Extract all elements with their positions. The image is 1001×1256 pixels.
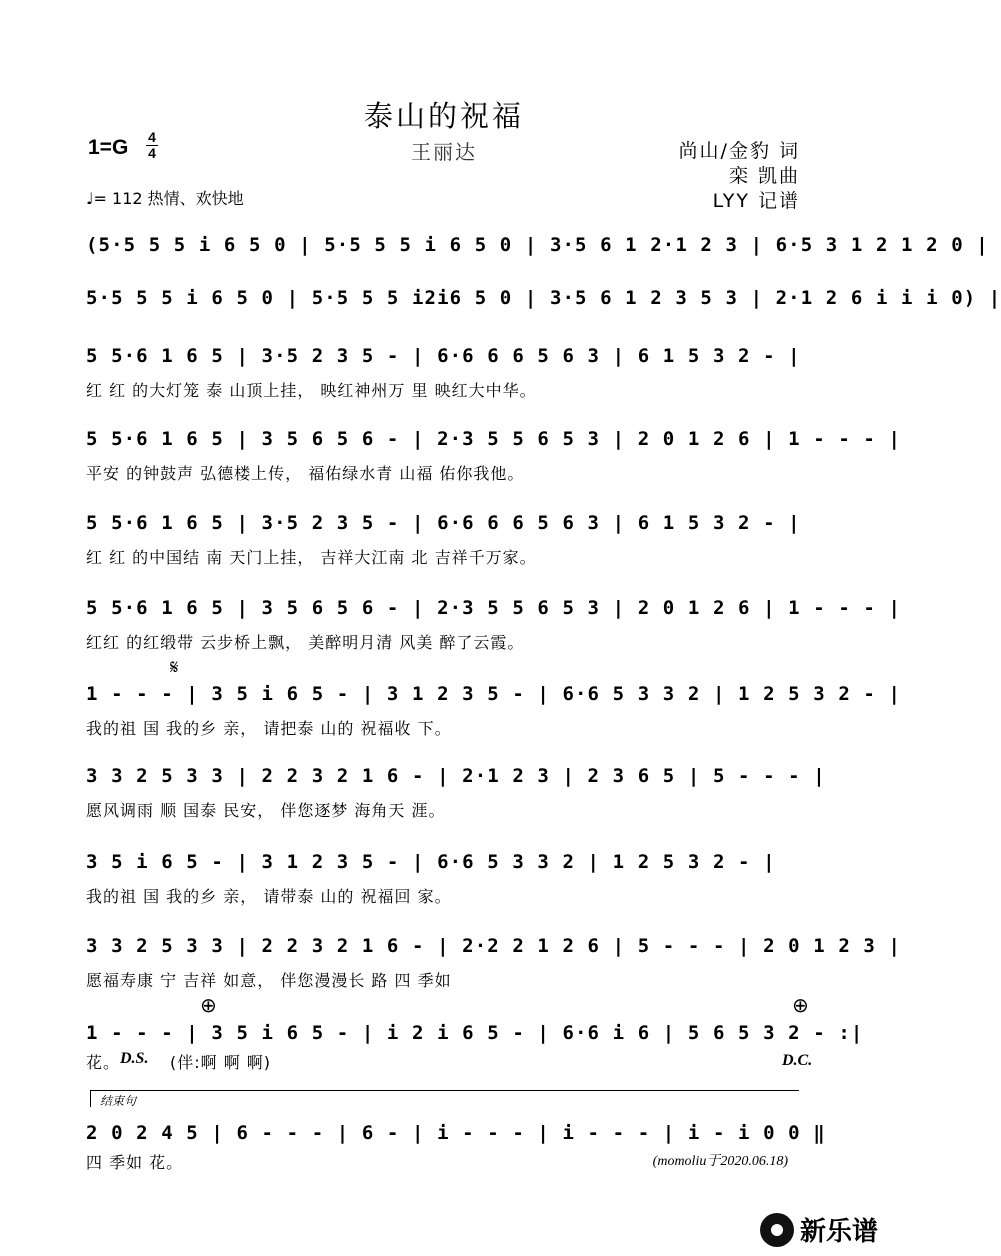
- lyric-line-5: 红 红 的中国结 南 天门上挂， 吉祥大江南 北 吉祥千万家。: [86, 548, 537, 567]
- key-signature: 1=G: [88, 136, 129, 159]
- lyric-line-3: 红 红 的大灯笼 泰 山顶上挂， 映红神州万 里 映红大中华。: [86, 381, 537, 400]
- score-line-9: 3 5 i 6 5 - | 3 1 2 3 5 - | 6·6 5 3 3 2 | 1 2 5 3 2 - |: [86, 851, 776, 873]
- lyric-line-4: 平安 的钟鼓声 弘德楼上传， 福佑绿水青 山福 佑你我他。: [86, 464, 525, 483]
- time-top: 4: [148, 129, 156, 145]
- lyric-line-10: 愿福寿康 宁 吉祥 如意， 伴您漫漫长 路 四 季如: [86, 971, 452, 990]
- score-title: 泰山的祝福: [363, 99, 524, 133]
- lyric-line-6: 红红 的红缎带 云步桥上飘， 美醉明月清 风美 醉了云霞。: [86, 633, 525, 652]
- score-line-1: (5·5 5 5 i 6 5 0 | 5·5 5 5 i 6 5 0 | 3·5 6 1 2·1 2 3 | 6·5 3 1 2 1 2 0 |: [86, 234, 989, 256]
- score-line-3: 5 5·6 1 6 5 | 3·5 2 3 5 - | 6·6 6 6 5 6 3 | 6 1 5 3 2 - |: [86, 345, 801, 367]
- score-line-4: 5 5·6 1 6 5 | 3 5 6 5 6 - | 2·3 5 5 6 5 3 | 2 0 1 2 6 | 1 - - - |: [86, 428, 902, 450]
- lyricist: 尚山/金豹 词: [678, 140, 800, 162]
- lyric-line-11b: (伴:啊 啊 啊): [170, 1053, 272, 1072]
- lyric-line-8: 愿风调雨 顺 国泰 民安， 伴您逐梦 海角天 涯。: [86, 801, 446, 820]
- coda-sign-left: ⊕: [200, 993, 217, 1017]
- lyric-line-7: 我的祖 国 我的乡 亲， 请把泰 山的 祝福收 下。: [86, 719, 452, 738]
- lyric-line-12: 四 季如 花。: [86, 1153, 184, 1172]
- transcription-signature: (momoliu于2020.06.18): [652, 1154, 788, 1169]
- ending-bracket: [90, 1090, 799, 1107]
- segno-sign: 𝄋: [170, 655, 179, 679]
- lyric-line-9: 我的祖 国 我的乡 亲， 请带泰 山的 祝福回 家。: [86, 887, 452, 906]
- score-line-5: 5 5·6 1 6 5 | 3·5 2 3 5 - | 6·6 6 6 5 6 3 | 6 1 5 3 2 - |: [86, 512, 801, 534]
- dal-segno: D.S.: [120, 1050, 149, 1067]
- vinyl-record-icon: [760, 1213, 794, 1247]
- coda-sign-right: ⊕: [792, 993, 809, 1017]
- lyric-line-11: 花。: [86, 1053, 121, 1072]
- score-line-12: 2 0 2 4 5 | 6 - - - | 6 - | i - - - | i - - - | i - i 0 0 ‖: [86, 1122, 826, 1144]
- score-line-10: 3 3 2 5 3 3 | 2 2 3 2 1 6 - | 2·2 2 1 2 6 | 5 - - - | 2 0 1 2 3 |: [86, 935, 902, 957]
- tempo-marking: ♩= 112 热情、欢快地: [86, 189, 244, 208]
- score-line-7: 1 - - - | 3 5 i 6 5 - | 3 1 2 3 5 - | 6·6 5 3 3 2 | 1 2 5 3 2 - |: [86, 683, 902, 705]
- score-line-11: 1 - - - | 3 5 i 6 5 - | i 2 i 6 5 - | 6·6 i 6 | 5 6 5 3 2 - :|: [86, 1022, 864, 1044]
- logo-text: 新乐谱: [799, 1217, 878, 1247]
- score-line-2: 5·5 5 5 i 6 5 0 | 5·5 5 5 i2i6 5 0 | 3·5 6 1 2 3 5 3 | 2·1 2 6 i i i 0) |: [86, 287, 1001, 309]
- site-logo[interactable]: [760, 1211, 878, 1248]
- time-bottom: 4: [148, 145, 156, 161]
- singer: 王丽达: [411, 140, 477, 164]
- ending-label: 结束句: [100, 1094, 137, 1108]
- score-line-6: 5 5·6 1 6 5 | 3 5 6 5 6 - | 2·3 5 5 6 5 3 | 2 0 1 2 6 | 1 - - - |: [86, 597, 902, 619]
- composer: 栾 凯曲: [728, 165, 800, 187]
- da-capo: D.C.: [782, 1052, 813, 1069]
- transcriber: LYY 记谱: [712, 190, 800, 212]
- score-line-8: 3 3 2 5 3 3 | 2 2 3 2 1 6 - | 2·1 2 3 | 2 3 6 5 | 5 - - - |: [86, 765, 826, 787]
